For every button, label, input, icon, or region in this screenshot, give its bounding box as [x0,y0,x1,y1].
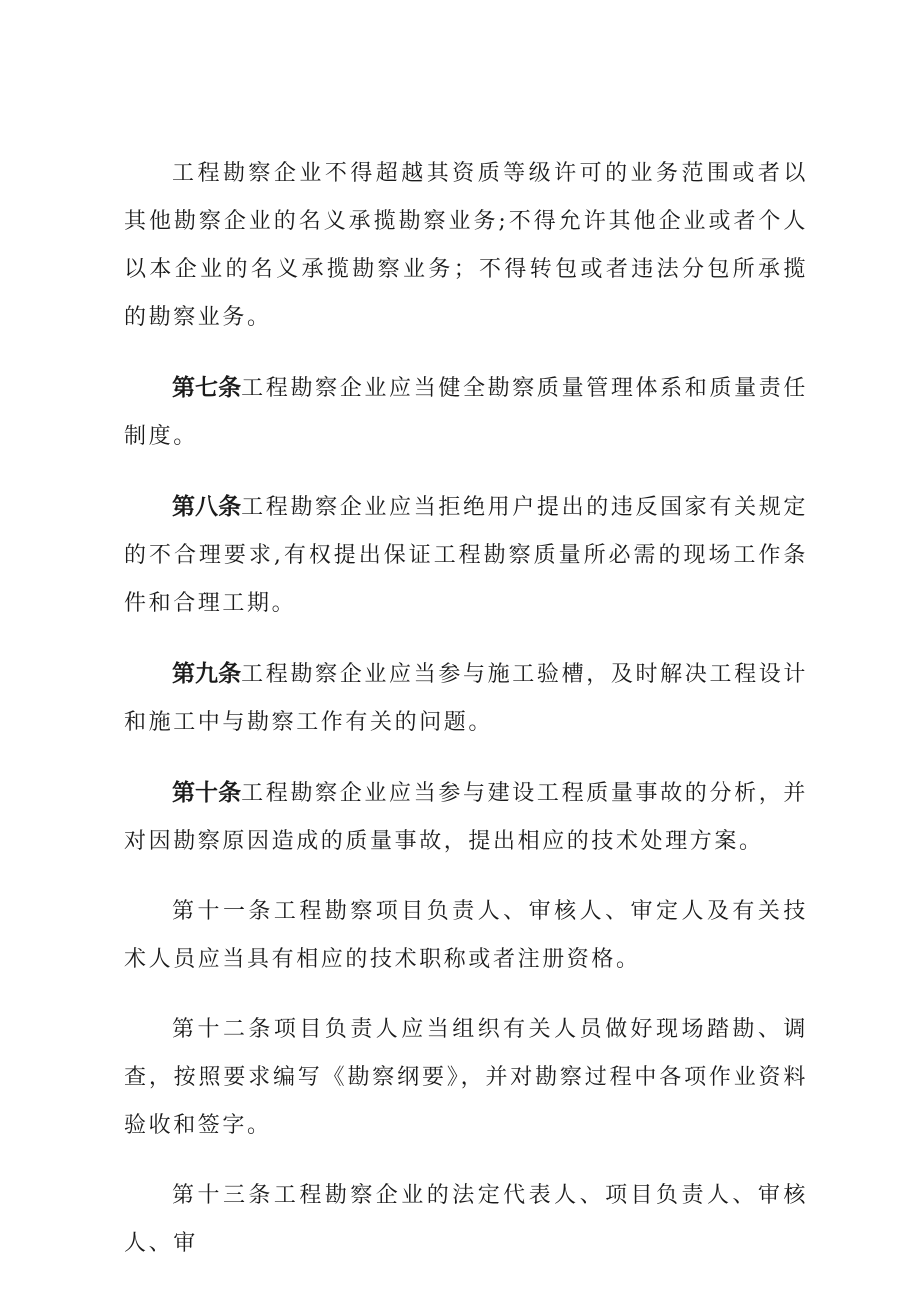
article-heading: 第七条 [172,375,242,401]
paragraph-text: 第十三条工程勘察企业的法定代表人、项目负责人、审核人、审 [124,1183,808,1256]
paragraph-article-12 [124,1006,808,1150]
document-body [124,150,808,1290]
paragraph-text: 第十一条工程勘察项目负责人、审核人、审定人及有关技术人员应当具有相应的技术职称或者注册资格。 [124,899,808,972]
paragraph-text: 工程勘察企业应当参与建设工程质量事故的分析，并对因勘察原因造成的质量事故，提出相应的技术处理方案。 [124,781,809,854]
paragraph-article-8 [124,483,808,628]
paragraph-qualification-limits [124,150,808,342]
article-heading: 第九条 [172,661,242,687]
paragraph-article-13 [124,1172,808,1268]
paragraph-article-11 [124,888,808,984]
paragraph-text: 工程勘察企业应当健全勘察质量管理体系和质量责任制度。 [124,376,809,449]
paragraph-text: 工程勘察企业不得超越其资质等级许可的业务范围或者以其他勘察企业的名义承揽勘察业务;不得允许其他企业或者个人以本企业的名义承揽勘察业务；不得转包或者违法分包所承揽的勘察业务。 [124,161,808,330]
paragraph-text: 工程勘察企业应当参与施工验槽，及时解决工程设计和施工中与勘察工作有关的问题。 [124,662,809,735]
paragraph-article-10 [124,769,808,866]
article-heading: 第八条 [172,494,242,520]
article-heading: 第十条 [172,780,242,806]
paragraph-article-7 [124,364,808,461]
paragraph-article-9 [124,650,808,747]
paragraph-text: 第十二条项目负责人应当组织有关人员做好现场踏勘、调查，按照要求编写《勘察纲要》，并对勘察过程中各项作业资料验收和签字。 [124,1017,808,1138]
paragraph-text: 工程勘察企业应当拒绝用户提出的违反国家有关规定的不合理要求,有权提出保证工程勘察质量所必需的现场工作条件和合理工期。 [124,495,809,616]
